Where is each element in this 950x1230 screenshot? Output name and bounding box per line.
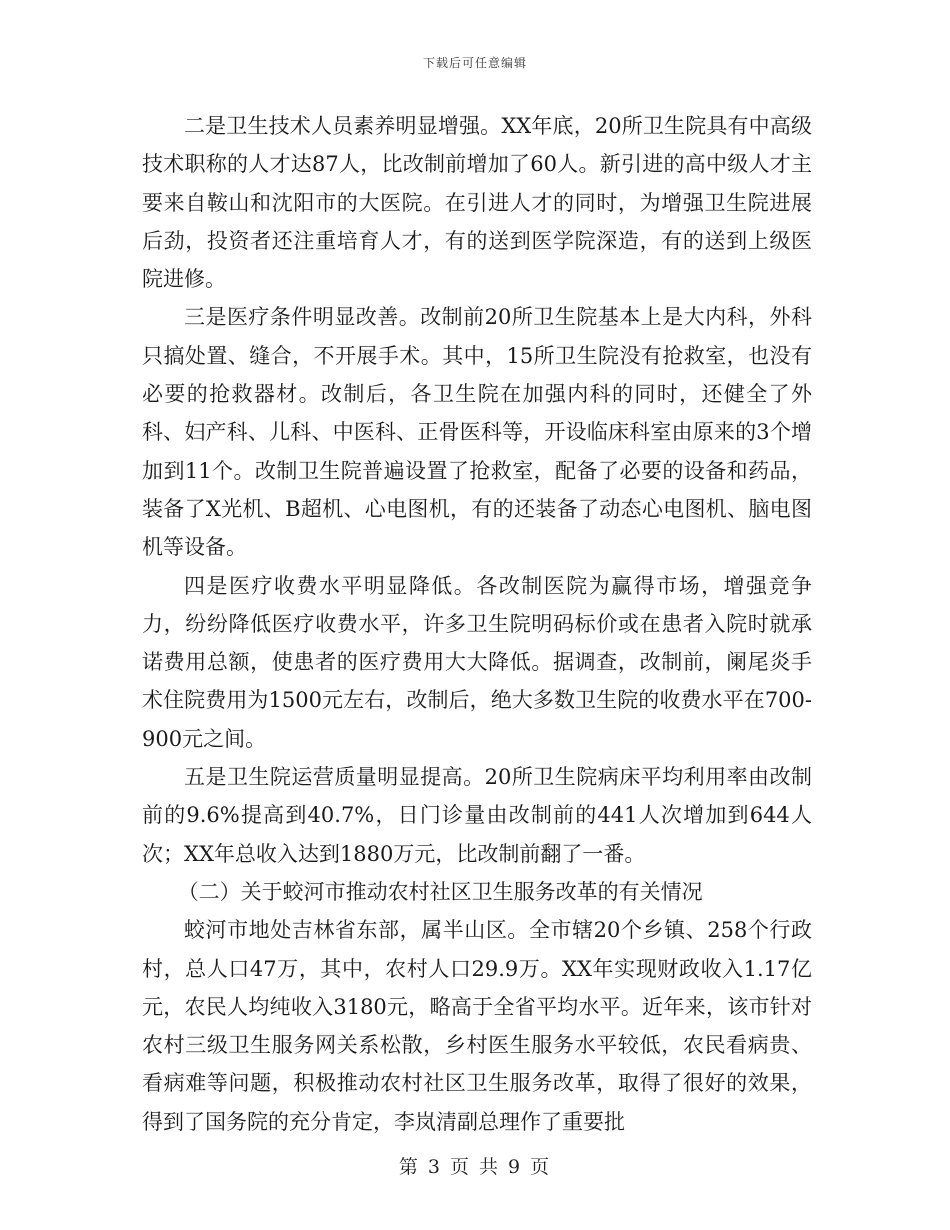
document-body xyxy=(142,107,812,1141)
paragraph-medical-conditions: 三是医疗条件明显改善。改制前20所卫生院基本上是大内科，外科只搞处置、缝合，不开展手术。其中，15所卫生院没有抢救室，也没有必要的抢救器材。改制后，各卫生院在加强内科的同时，还健全了外科、妇产科、儿科、中医科、正骨医科等，开设临床科室由原来的3个增加到11个。改制卫生院普遍设置了抢救室，配备了必要的设备和药品，装备了X光机、B超机、心电图机，有的还装备了动态心电图机、脑电图机等设备。 xyxy=(142,305,812,560)
page-header: 下载后可任意编辑 xyxy=(422,56,527,70)
paragraph-jiaohe-overview: 蛟河市地处吉林省东部，属半山区。全市辖20个乡镇、258个行政村，总人口47万，其中，农村人口29.9万。XX年实现财政收入1.17亿元，农民人均纯收入3180元，略高于全省平均水平。近年来，该市针对农村三级卫生服务网关系松散，乡村医生服务水平较低，农民看病贵、看病难等问题，积极推动农村社区卫生服务改革，取得了很好的效果，得到了国务院的充分肯定，李岚清副总理作了重要批 xyxy=(142,918,812,1134)
paragraph-operation-quality: 五是卫生院运营质量明显提高。20所卫生院病床平均利用率由改制前的9.6%提高到40.7%，日门诊量由改制前的441人次增加到644人次；XX年总收入达到1880万元，比改制前翻了一番。 xyxy=(142,765,812,866)
section-subheading: （二）关于蛟河市推动农村社区卫生服务改革的有关情况 xyxy=(177,879,703,904)
paragraph-staff-quality: 二是卫生技术人员素养明显增强。XX年底，20所卫生院具有中高级技术职称的人才达87人，比改制前增加了60人。新引进的高中级人才主要来自鞍山和沈阳市的大医院。在引进人才的同时，为增强卫生院进展后劲，投资者还注重培育人才，有的送到医学院深造，有的送到上级医院进修。 xyxy=(142,114,812,292)
paragraph-fee-reduction: 四是医疗收费水平明显降低。各改制医院为赢得市场，增强竞争力，纷纷降低医疗收费水平，许多卫生院明码标价或在患者入院时就承诺费用总额，使患者的医疗费用大大降低。据调查，改制前，阑尾炎手术住院费用为1500元左右，改制后，绝大多数卫生院的收费水平在700-900元之间。 xyxy=(142,573,812,751)
page-number-footer: 第 3 页 共 9 页 xyxy=(398,1156,552,1178)
